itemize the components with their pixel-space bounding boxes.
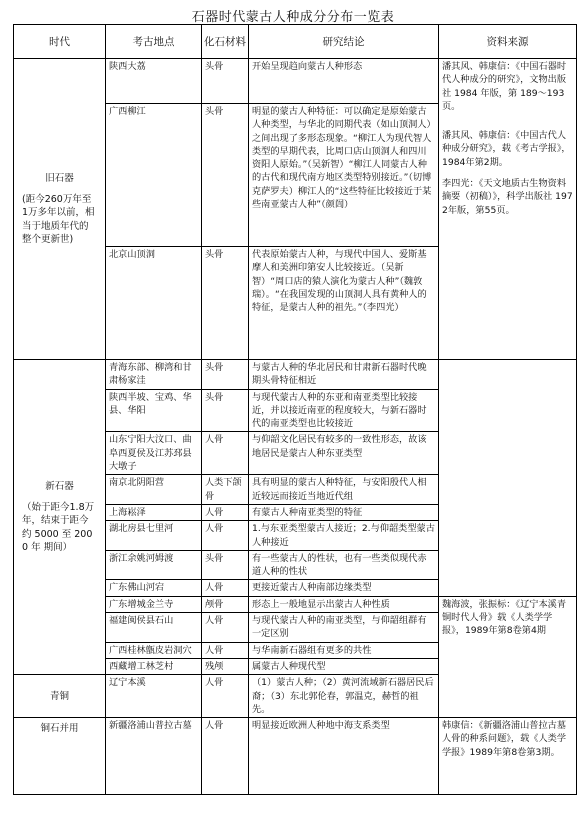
- fossil-cell: 头骨: [202, 247, 249, 360]
- era-label: 旧石器: [45, 172, 74, 184]
- header-row: [14, 25, 577, 59]
- table-row: [14, 718, 577, 795]
- fossil-cell: 头骨: [202, 104, 249, 247]
- fossil-cell: 人骨: [202, 521, 249, 551]
- conclusion-cell: 代表原始蒙古人种，与现代中国人、爱斯基摩人和美洲印第安人比较接近。（吴新智）“周口店的猿人演化为蒙古人种”（魏敦瑞）。“在我国发现的山顶洞人具有黄种人的特征，是蒙古人种的祖先。”（李四光）: [249, 247, 439, 360]
- source-text: 魏海波，张振标：《辽宁本溪青铜时代人骨》载《人类学学报》，1989年第8卷第4期: [442, 598, 567, 637]
- fossil-cell: 人骨: [202, 613, 249, 643]
- fossil-cell: 人骨: [202, 718, 249, 795]
- site-cell: 南京北阴阳营: [106, 475, 202, 505]
- era-label: 新石器: [45, 480, 74, 492]
- conclusion-cell: 开始呈现趋向蒙古人种形态: [249, 59, 439, 104]
- era-label: 青铜: [49, 690, 69, 702]
- era-label: 铜石并用: [40, 723, 79, 735]
- conclusion-cell: 与现代蒙古人种的东亚和南亚类型比较接近，并以接近南亚的程度较大，与新石器时代的南亚类型也比较接近: [249, 389, 439, 432]
- source-text: 潘其风、韩康信：《中国石器时代人种成分的研究》，文物出版社 1984 年版，第 189～193页。: [442, 61, 567, 112]
- conclusion-cell: 与仰韶文化居民有较多的一致性形态，故该地居民是蒙古人种东亚类型: [249, 432, 439, 475]
- conclusion-cell: 有一些蒙古人的性状，也有一些类似现代赤道人种的性状: [249, 550, 439, 580]
- table-row: [14, 59, 577, 104]
- fossil-cell: 颅骨: [202, 596, 249, 612]
- site-cell: 福建闽侯县石山: [106, 613, 202, 643]
- site-cell: 新疆洛浦山普拉古墓: [106, 718, 202, 795]
- site-cell: 上海崧泽: [106, 504, 202, 520]
- fossil-cell: 残颅: [202, 658, 249, 674]
- header-era: 时代: [14, 25, 106, 59]
- source-cell-paleolithic: [439, 59, 577, 360]
- header-site: 考古地点: [106, 25, 202, 59]
- fossil-cell: 头骨: [202, 59, 249, 104]
- era-cell-chalcolithic: [14, 718, 106, 795]
- conclusion-cell: 1.与东亚类型蒙古人接近；2.与仰韶类型蒙古人种接近: [249, 521, 439, 551]
- conclusion-cell: 更接近蒙古人种南部边缘类型: [249, 580, 439, 596]
- site-cell: 陕西大荔: [106, 59, 202, 104]
- fossil-cell: 头骨: [202, 360, 249, 390]
- conclusion-cell: 属蒙古人种现代型: [249, 658, 439, 674]
- header-conclusion: 研究结论: [249, 25, 439, 59]
- era-cell-paleolithic: [14, 59, 106, 360]
- distribution-table: [13, 24, 577, 795]
- fossil-cell: 人类下颌骨: [202, 475, 249, 505]
- conclusion-cell: 形态上一般地显示出蒙古人种性质: [249, 596, 439, 612]
- fossil-cell: 人骨: [202, 504, 249, 520]
- fossil-cell: 人骨: [202, 675, 249, 718]
- site-cell: 广西柳江: [106, 104, 202, 247]
- header-fossil: 化石材料: [202, 25, 249, 59]
- era-cell-bronze: [14, 675, 106, 718]
- site-cell: 浙江余姚河姆渡: [106, 550, 202, 580]
- fossil-cell: 人骨: [202, 642, 249, 658]
- site-cell: 西藏增工林芝村: [106, 658, 202, 674]
- source-cell-chalcolithic: [439, 718, 577, 795]
- source-text: 潘其风、韩康信：《中国古代人种成分研究》，载《考古学报》，1984年第2期。: [442, 130, 571, 168]
- source-cell-neolithic: [439, 596, 577, 717]
- conclusion-cell: 有蒙古人种南亚类型的特征: [249, 504, 439, 520]
- fossil-cell: 头骨: [202, 389, 249, 432]
- era-cell-neolithic: [14, 360, 106, 675]
- site-cell: 北京山顶洞: [106, 247, 202, 360]
- conclusion-cell: 具有明显的蒙古人种特征，与安阳殷代人相近较远而接近当地近代组: [249, 475, 439, 505]
- source-text: 李四光：《天文地质古生物资料摘要（初稿）》，科学出版社 1972年版，第55页。: [442, 178, 573, 216]
- site-cell: 湖北房县七里河: [106, 521, 202, 551]
- fossil-cell: 头骨: [202, 550, 249, 580]
- header-source: 资料来源: [439, 25, 577, 59]
- source-cell-empty: [439, 360, 577, 597]
- conclusion-cell: （1）蒙古人种；（2）黄河流域新石器居民后裔；（3）东北郭伦春，郭温克，赫哲的祖先。: [249, 675, 439, 718]
- site-cell: 广东增城金兰寺: [106, 596, 202, 612]
- site-cell: 辽宁本溪: [106, 675, 202, 718]
- site-cell: 青海东部、柳湾和甘肃杨家洼: [106, 360, 202, 390]
- table-row: [14, 360, 577, 390]
- conclusion-cell: 与华南新石器组有更多的共性: [249, 642, 439, 658]
- conclusion-cell: 明显接近欧洲人种地中海支系类型: [249, 718, 439, 795]
- conclusion-cell: 与现代蒙古人种的南亚类型，与仰韶组群有一定区别: [249, 613, 439, 643]
- site-cell: 山东宁阳大汶口、曲阜西夏侯及江苏邳县大墩子: [106, 432, 202, 475]
- conclusion-cell: 与蒙古人种的华北居民和甘肃新石器时代晚期头骨特征相近: [249, 360, 439, 390]
- site-cell: 广东佛山河宕: [106, 580, 202, 596]
- site-cell: 广西桂林甑皮岩洞穴: [106, 642, 202, 658]
- source-text: 韩康信：《新疆洛浦山普拉古墓人骨的种系问题》，载《人类学学报》1989年第8卷第3期。: [442, 720, 567, 758]
- fossil-cell: 人骨: [202, 432, 249, 475]
- fossil-cell: 人骨: [202, 580, 249, 596]
- site-cell: 陕西半坡、宝鸡、华县、华阳: [106, 389, 202, 432]
- table-title: 石器时代蒙古人种成分分布一览表: [191, 10, 395, 25]
- conclusion-cell: 明显的蒙古人种特征：可以确定是原始蒙古人种类型，与华北的同期代表（如山顶洞人）之间出现了多形态现象。“柳江人为现代智人类型的早期代表，比周口店山顶洞人和四川资阳人原始。”（吴新智）“柳江人同蒙古人种的古代和现代南方地区类型特别接近。”（切博克萨罗夫）柳江人的“这些特征比较接近于某些南亚蒙古人种”（颜訚）: [249, 104, 439, 247]
- era-note: （始于距今1.8万年，结束于距今约 5000 至 2000 年 期间）: [22, 502, 95, 554]
- era-note: (距今260万年至1万多年以前，相当于地质年代的整个更新世): [22, 194, 95, 245]
